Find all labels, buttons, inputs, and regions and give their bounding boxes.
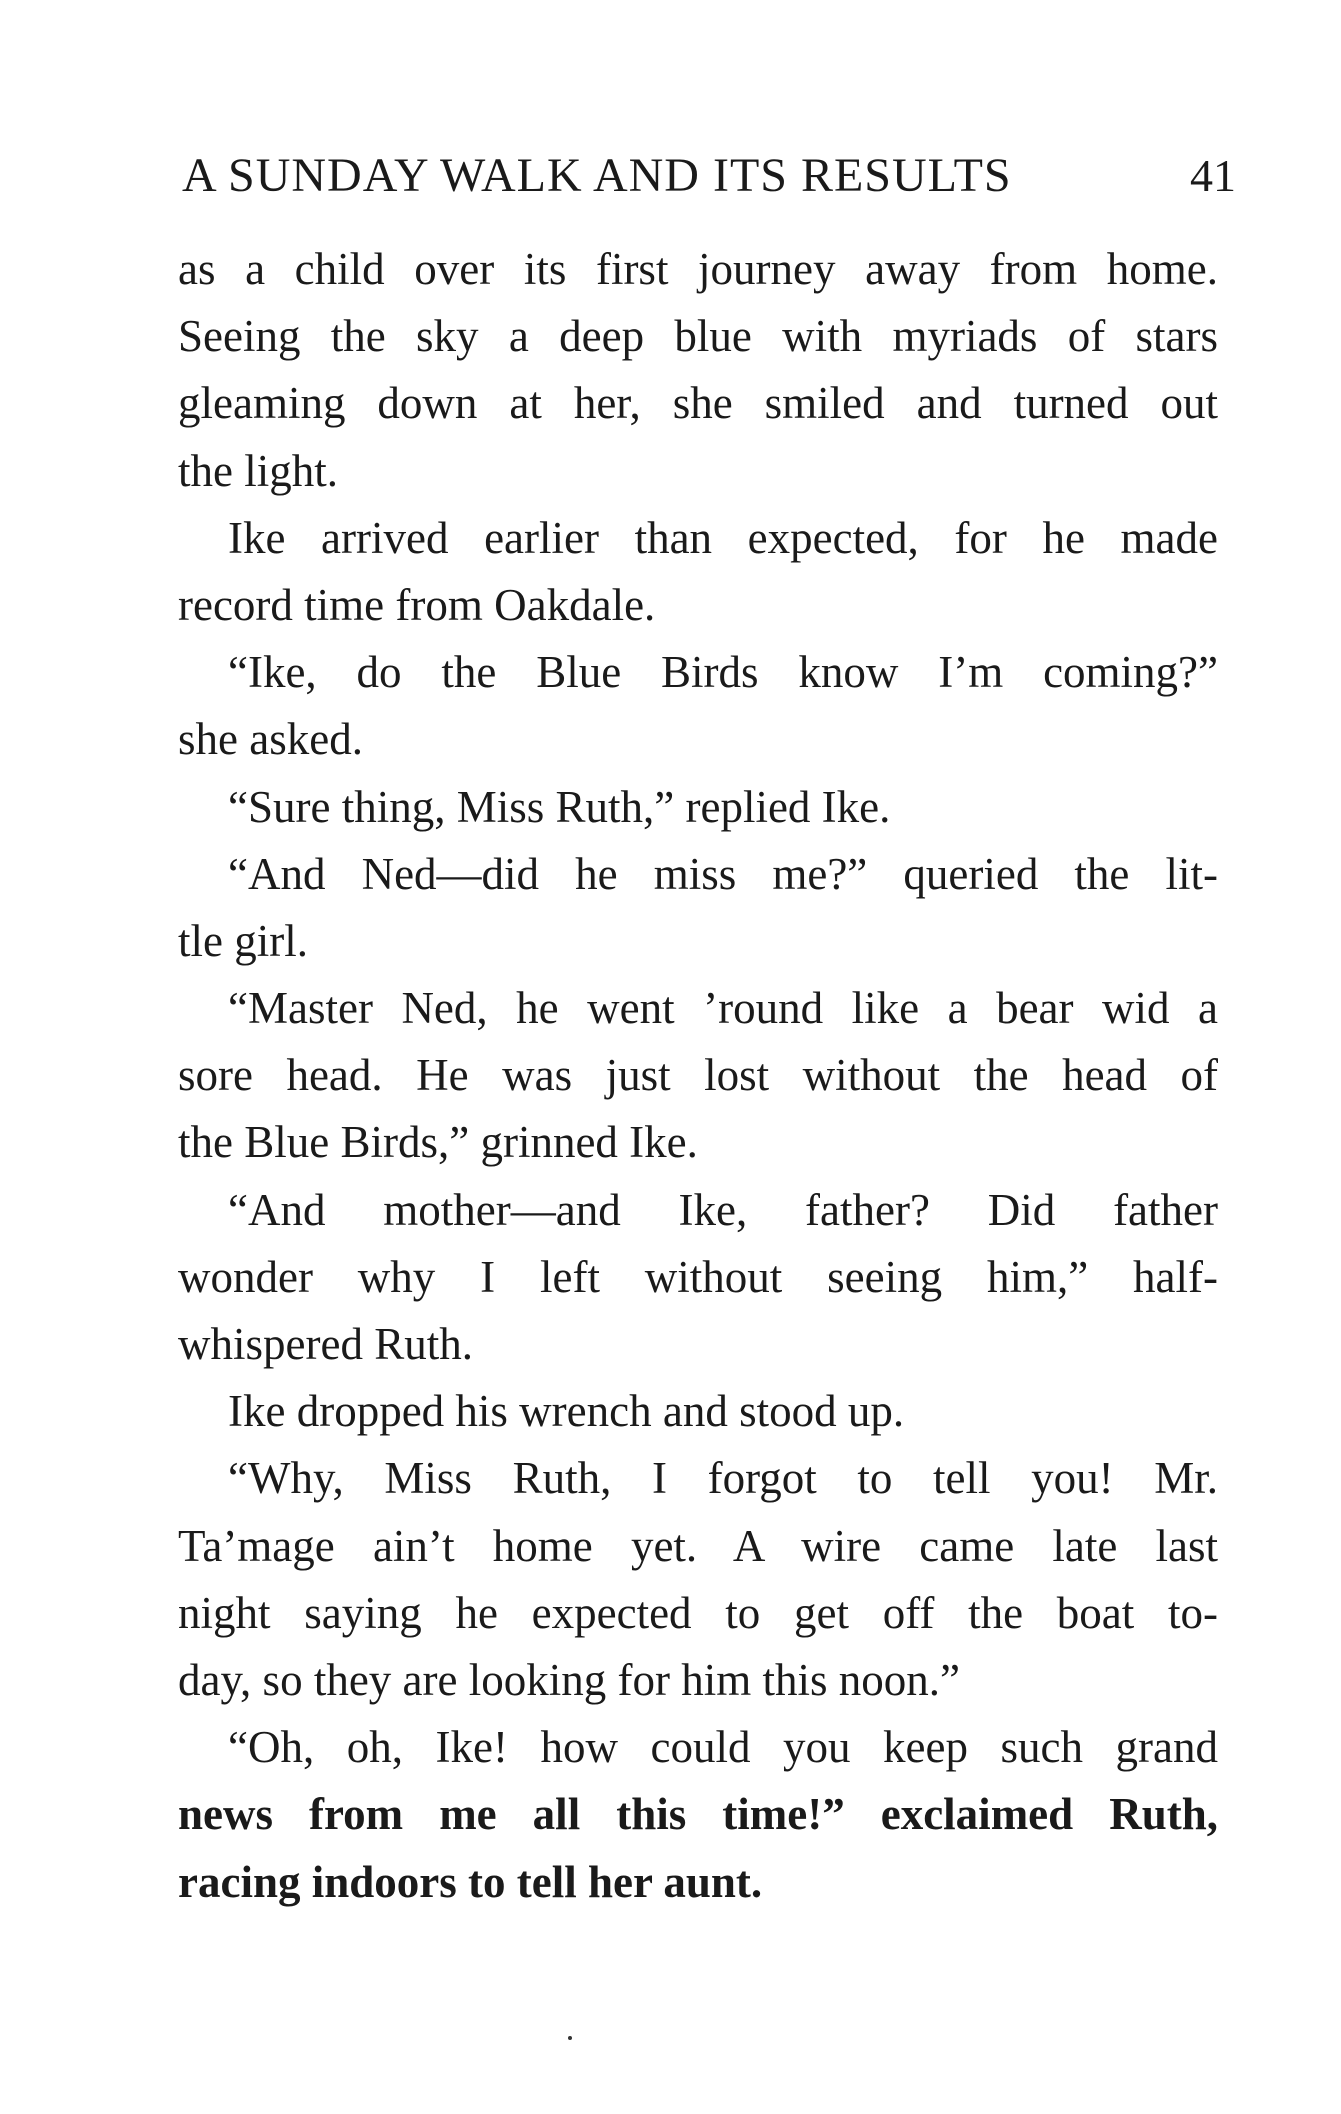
text-line: Ike dropped his wrench and stood up. [228, 1386, 905, 1437]
text-line: tle girl. [178, 915, 308, 966]
text-line: the light. [178, 445, 338, 496]
text-line: sore head. He was just lost without the head of [178, 1050, 1218, 1101]
text-line: racing indoors to tell her aunt. [178, 1856, 763, 1907]
text-line: night saying he expected to get off the boat to- [178, 1587, 1218, 1638]
text-line: Ta’mage ain’t home yet. A wire came late last [178, 1520, 1218, 1571]
text-line: whispered Ruth. [178, 1319, 473, 1369]
running-head: A SUNDAY WALK AND ITS RESULTS [182, 149, 1012, 202]
text-line: gleaming down at her, she smiled and turned out [178, 378, 1218, 429]
page-header [182, 148, 1236, 204]
text-line: as a child over its first journey away from home. [178, 244, 1218, 294]
body-text [178, 236, 1218, 1916]
text-line: “Oh, oh, Ike! how could you keep such grand [228, 1722, 1218, 1773]
text-line: record time from Oakdale. [178, 579, 656, 630]
text-line: Ike arrived earlier than expected, for he made [228, 512, 1218, 563]
text-line: “And mother—and Ike, father? Did father [228, 1184, 1218, 1235]
text-line: she asked. [178, 714, 363, 765]
text-line: the Blue Birds,” grinned Ike. [178, 1117, 698, 1168]
ink-speck [568, 2036, 572, 2040]
page-number: 41 [1190, 150, 1236, 201]
text-line: “Ike, do the Blue Birds know I’m coming?” [228, 647, 1218, 698]
text-line: news from me all this time!” exclaimed Ruth, [178, 1789, 1218, 1840]
text-line: wonder why I left without seeing him,” half- [178, 1251, 1218, 1302]
text-line: Seeing the sky a deep blue with myriads of stars [178, 311, 1218, 362]
text-line: “And Ned—did he miss me?” queried the lit- [228, 848, 1218, 899]
text-line: “Master Ned, he went ’round like a bear wid a [228, 983, 1218, 1034]
text-line: day, so they are looking for him this noon.” [178, 1654, 960, 1705]
text-line: “Sure thing, Miss Ruth,” replied Ike. [228, 781, 891, 832]
text-line: “Why, Miss Ruth, I forgot to tell you! Mr. [228, 1453, 1218, 1504]
